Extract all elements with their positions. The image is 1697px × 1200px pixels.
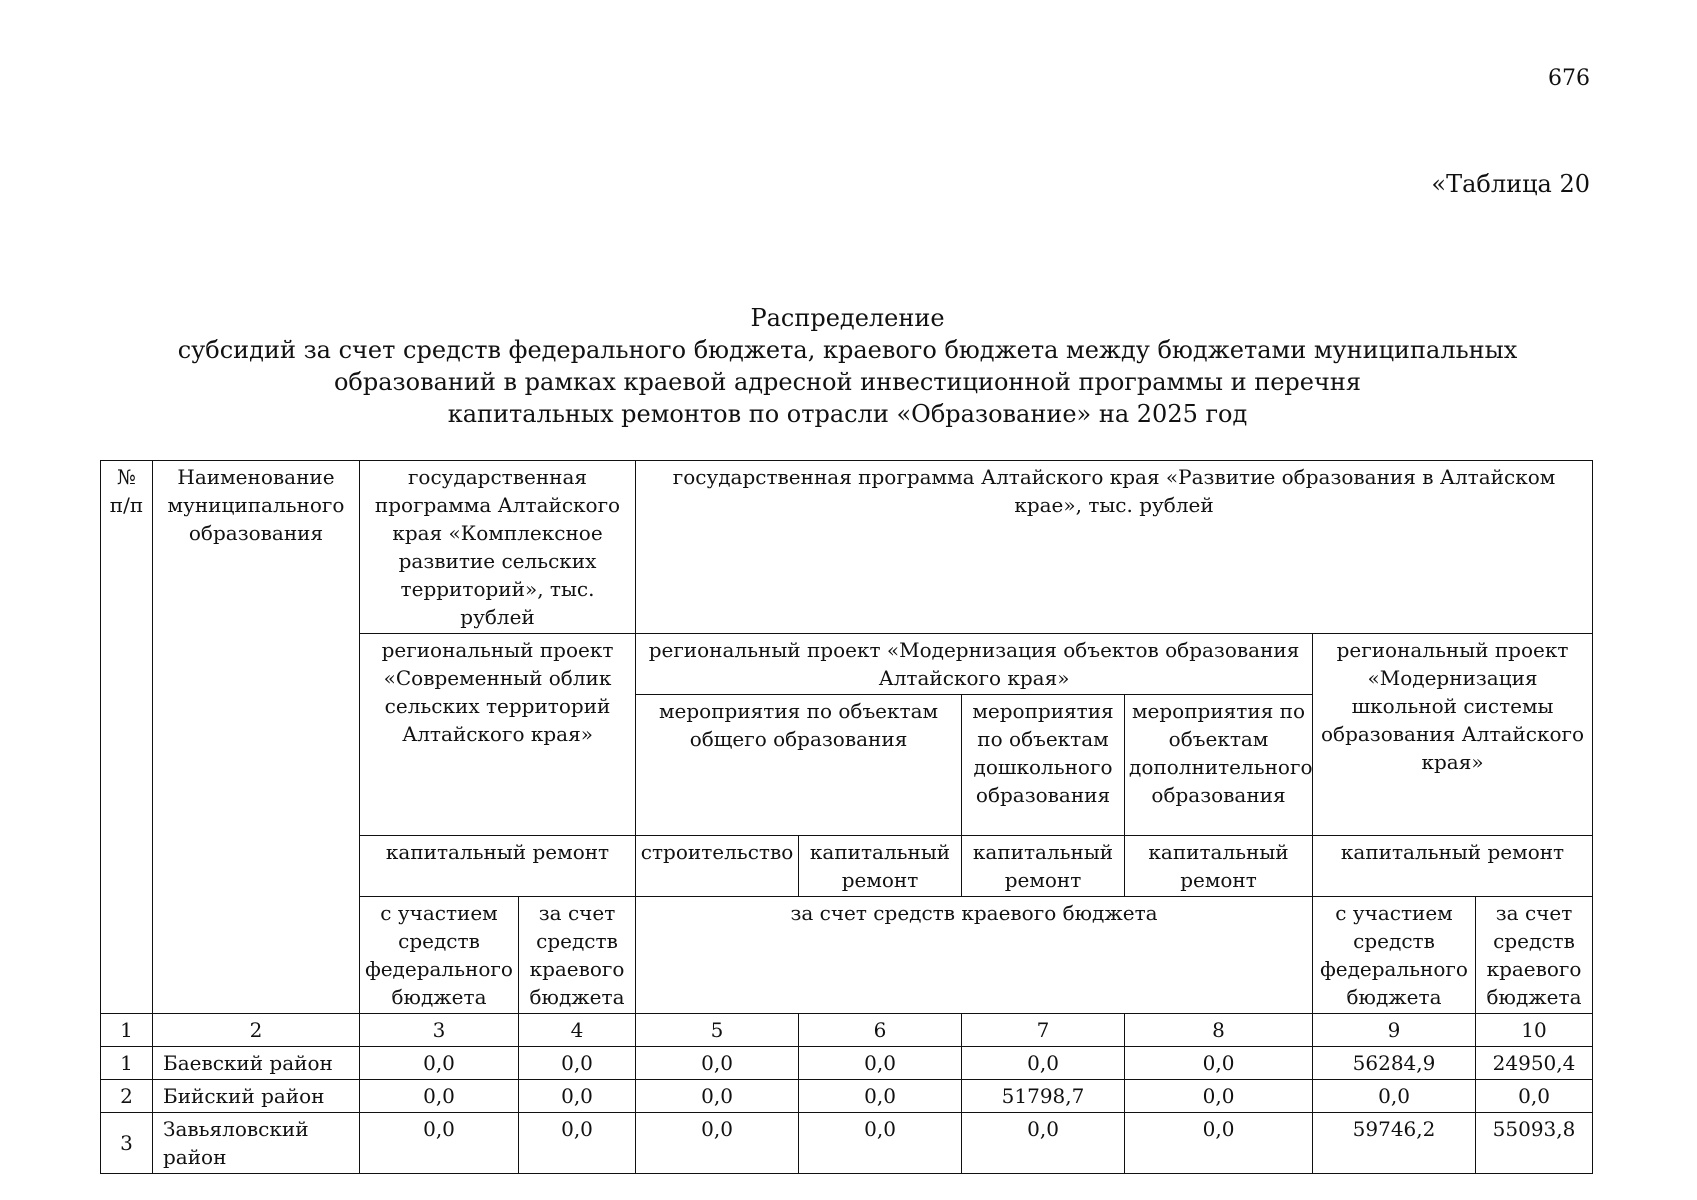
table-cell: 56284,9 xyxy=(1313,1047,1476,1080)
table-row xyxy=(101,1080,1593,1113)
row-number: 3 xyxy=(101,1113,153,1174)
header-capital-repair: капитальный ремонт xyxy=(962,836,1125,897)
header-regional-only: за счет средств краевого бюджета xyxy=(519,897,636,1014)
table-cell: 0,0 xyxy=(962,1113,1125,1174)
row-number: 2 xyxy=(101,1080,153,1113)
column-number: 10 xyxy=(1476,1014,1593,1047)
column-number: 7 xyxy=(962,1014,1125,1047)
header-capital-repair-school: капитальный ремонт xyxy=(1313,836,1593,897)
column-number: 6 xyxy=(799,1014,962,1047)
header-construction: строительство xyxy=(636,836,799,897)
page-number: 676 xyxy=(1548,66,1590,91)
title-line: капитальных ремонтов по отрасли «Образование» на 2025 год xyxy=(447,400,1248,428)
title-line: образований в рамках краевой адресной инвестиционной программы и перечня xyxy=(333,368,1361,396)
table-cell: 0,0 xyxy=(1476,1080,1593,1113)
table-cell: 0,0 xyxy=(519,1080,636,1113)
table-row xyxy=(101,1047,1593,1080)
column-number: 9 xyxy=(1313,1014,1476,1047)
table-cell: 0,0 xyxy=(1125,1113,1313,1174)
table-cell: 51798,7 xyxy=(962,1080,1125,1113)
column-number: 4 xyxy=(519,1014,636,1047)
title-line: субсидий за счет средств федерального бюджета, краевого бюджета между бюджетами муниципальных xyxy=(177,336,1518,364)
header-project-school-system: региональный проект «Модернизация школьной системы образования Алтайского края» xyxy=(1313,634,1593,836)
header-col-no: № п/п xyxy=(101,461,153,1014)
table-cell: 0,0 xyxy=(636,1047,799,1080)
table-cell: 0,0 xyxy=(636,1080,799,1113)
table-cell: 0,0 xyxy=(360,1080,519,1113)
table-cell: 0,0 xyxy=(799,1113,962,1174)
header-program-education: государственная программа Алтайского края «Развитие образования в Алтайском крае», тыс. рублей xyxy=(636,461,1593,634)
column-number: 8 xyxy=(1125,1014,1313,1047)
municipality-name: Баевский район xyxy=(153,1047,360,1080)
row-number: 1 xyxy=(101,1047,153,1080)
header-events-additional: мероприятия по объектам дополнительного образования xyxy=(1125,695,1313,836)
table-cell: 0,0 xyxy=(1125,1047,1313,1080)
column-number: 5 xyxy=(636,1014,799,1047)
header-capital-repair: капитальный ремонт xyxy=(799,836,962,897)
header-col-name: Наименование муниципального образования xyxy=(153,461,360,1014)
table-cell: 0,0 xyxy=(519,1113,636,1174)
column-number-row xyxy=(101,1014,1593,1047)
header-program-rural: государственная программа Алтайского края «Комплексное развитие сельских территорий», тыс. рублей xyxy=(360,461,636,634)
table-cell: 0,0 xyxy=(360,1047,519,1080)
header-regional-budget-span: за счет средств краевого бюджета xyxy=(636,897,1313,1014)
table-cell: 0,0 xyxy=(636,1113,799,1174)
municipality-name: Бийский район xyxy=(153,1080,360,1113)
table-cell: 0,0 xyxy=(799,1047,962,1080)
table-row xyxy=(101,1113,1593,1174)
header-events-general: мероприятия по объектам общего образования xyxy=(636,695,962,836)
table-cell: 0,0 xyxy=(519,1047,636,1080)
table-cell: 59746,2 xyxy=(1313,1113,1476,1174)
table-cell: 55093,8 xyxy=(1476,1113,1593,1174)
table-cell: 0,0 xyxy=(1125,1080,1313,1113)
column-number: 1 xyxy=(101,1014,153,1047)
header-events-preschool: мероприятия по объектам дошкольного образования xyxy=(962,695,1125,836)
table-cell: 0,0 xyxy=(962,1047,1125,1080)
table-cell: 0,0 xyxy=(360,1113,519,1174)
header-project-rural: региональный проект «Современный облик сельских территорий Алтайского края» xyxy=(360,634,636,836)
header-capital-repair: капитальный ремонт xyxy=(1125,836,1313,897)
column-number: 3 xyxy=(360,1014,519,1047)
table-cell: 24950,4 xyxy=(1476,1047,1593,1080)
budget-table xyxy=(100,460,1593,1174)
municipality-name: Завьяловский район xyxy=(153,1113,360,1174)
header-with-federal: с участием средств федерального бюджета xyxy=(360,897,519,1014)
table-cell: 0,0 xyxy=(1313,1080,1476,1113)
document-title xyxy=(150,302,1545,430)
header-regional-only: за счет средств краевого бюджета xyxy=(1476,897,1593,1014)
table-label: «Таблица 20 xyxy=(1431,170,1590,198)
header-row-1 xyxy=(101,461,1593,634)
title-line: Распределение xyxy=(750,304,945,332)
table-cell: 0,0 xyxy=(799,1080,962,1113)
header-with-federal: с участием средств федерального бюджета xyxy=(1313,897,1476,1014)
header-project-modern-objects: региональный проект «Модернизация объектов образования Алтайского края» xyxy=(636,634,1313,695)
column-number: 2 xyxy=(153,1014,360,1047)
header-capital-repair: капитальный ремонт xyxy=(360,836,636,897)
